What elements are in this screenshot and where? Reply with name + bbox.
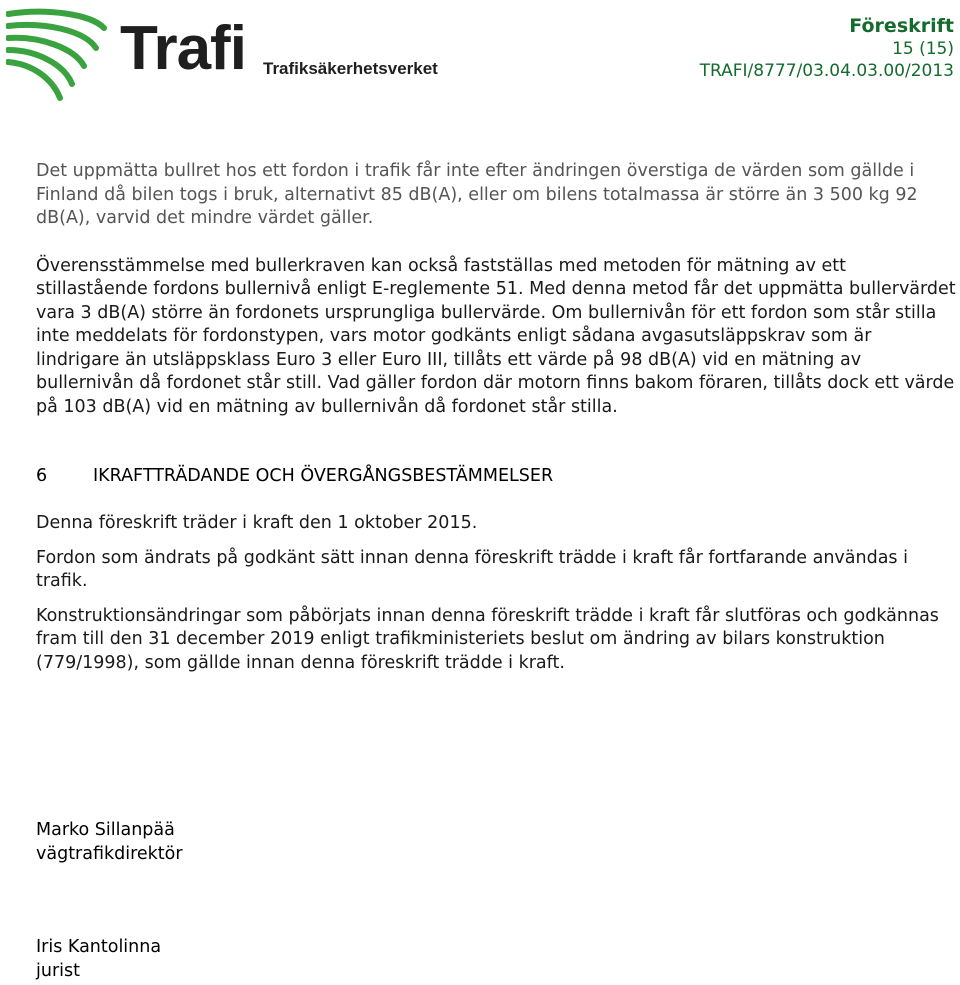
section-heading — [36, 464, 958, 488]
paragraph-compliance: Överensstämmelse med bullerkraven kan också fastställas med metoden för mätning av ett stillastående fordons bullernivå enligt E-reglemente 51. Med denna metod får det uppmätta bullervärdet vara 3 dB(A) större än fordonets ursprungliga bullervärde. Om bullernivån för ett fordon som står stilla inte meddelats för fordonstypen, vars motor godkänts enligt sådana avgasutsläppskrav som är lindrigare än utsläppsklass Euro 3 eller Euro III, tillåts ett värde på 98 dB(A) vid en mätning av bullernivån då fordonet står still. Vad gäller fordon där motorn finns bakom föraren, tillåts dock ett värde på 103 dB(A) vid en mätning av bullernivån då fordonet står stilla. — [36, 255, 956, 417]
paragraph-effective-date: Denna föreskrift träder i kraft den 1 oktober 2015. — [36, 513, 478, 533]
signatory-title: jurist — [36, 960, 80, 981]
paragraph-modified-vehicles: Fordon som ändrats på godkänt sätt innan denna föreskrift trädde i kraft får fortfarande användas i trafik. — [36, 547, 908, 591]
document-body — [36, 160, 958, 675]
logo-wordmark: Trafi — [120, 14, 246, 83]
document-header — [700, 14, 954, 82]
section-number: 6 — [36, 466, 48, 486]
signatory-title: vägtrafikdirektör — [36, 843, 183, 864]
trafi-logo — [6, 4, 436, 104]
paragraph-construction-changes: Konstruktionsändringar som påbörjats innan denna föreskrift trädde i kraft får slutföras och godkännas fram till den 31 december 2019 enligt trafikministeriets beslut om ändring av bilars konstruktion (779/1998), som gällde innan denna föreskrift trädde i kraft. — [36, 605, 939, 673]
logo-subtitle: Trafiksäkerhetsverket — [263, 59, 438, 78]
document-reference: TRAFI/8777/03.04.03.00/2013 — [699, 61, 954, 81]
trafi-swoosh-icon — [6, 4, 116, 104]
signature-block — [36, 819, 183, 866]
signature-block — [36, 936, 161, 983]
document-type: Föreskrift — [849, 15, 954, 37]
signatory-name: Marko Sillanpää — [36, 820, 175, 840]
section-title: IKRAFTTRÄDANDE OCH ÖVERGÅNGSBESTÄMMELSER — [93, 466, 554, 486]
signatory-name: Iris Kantolinna — [36, 937, 162, 957]
page-number: 15 (15) — [892, 39, 954, 59]
paragraph-noise-limit: Det uppmätta bullret hos ett fordon i trafik får inte efter ändringen överstiga de värden som gällde i Finland då bilen togs i bruk, alternativt 85 dB(A), eller om bilens totalmassa är större än 3 500 kg 92 dB(A), varvid det mindre värdet gäller. — [36, 161, 918, 228]
